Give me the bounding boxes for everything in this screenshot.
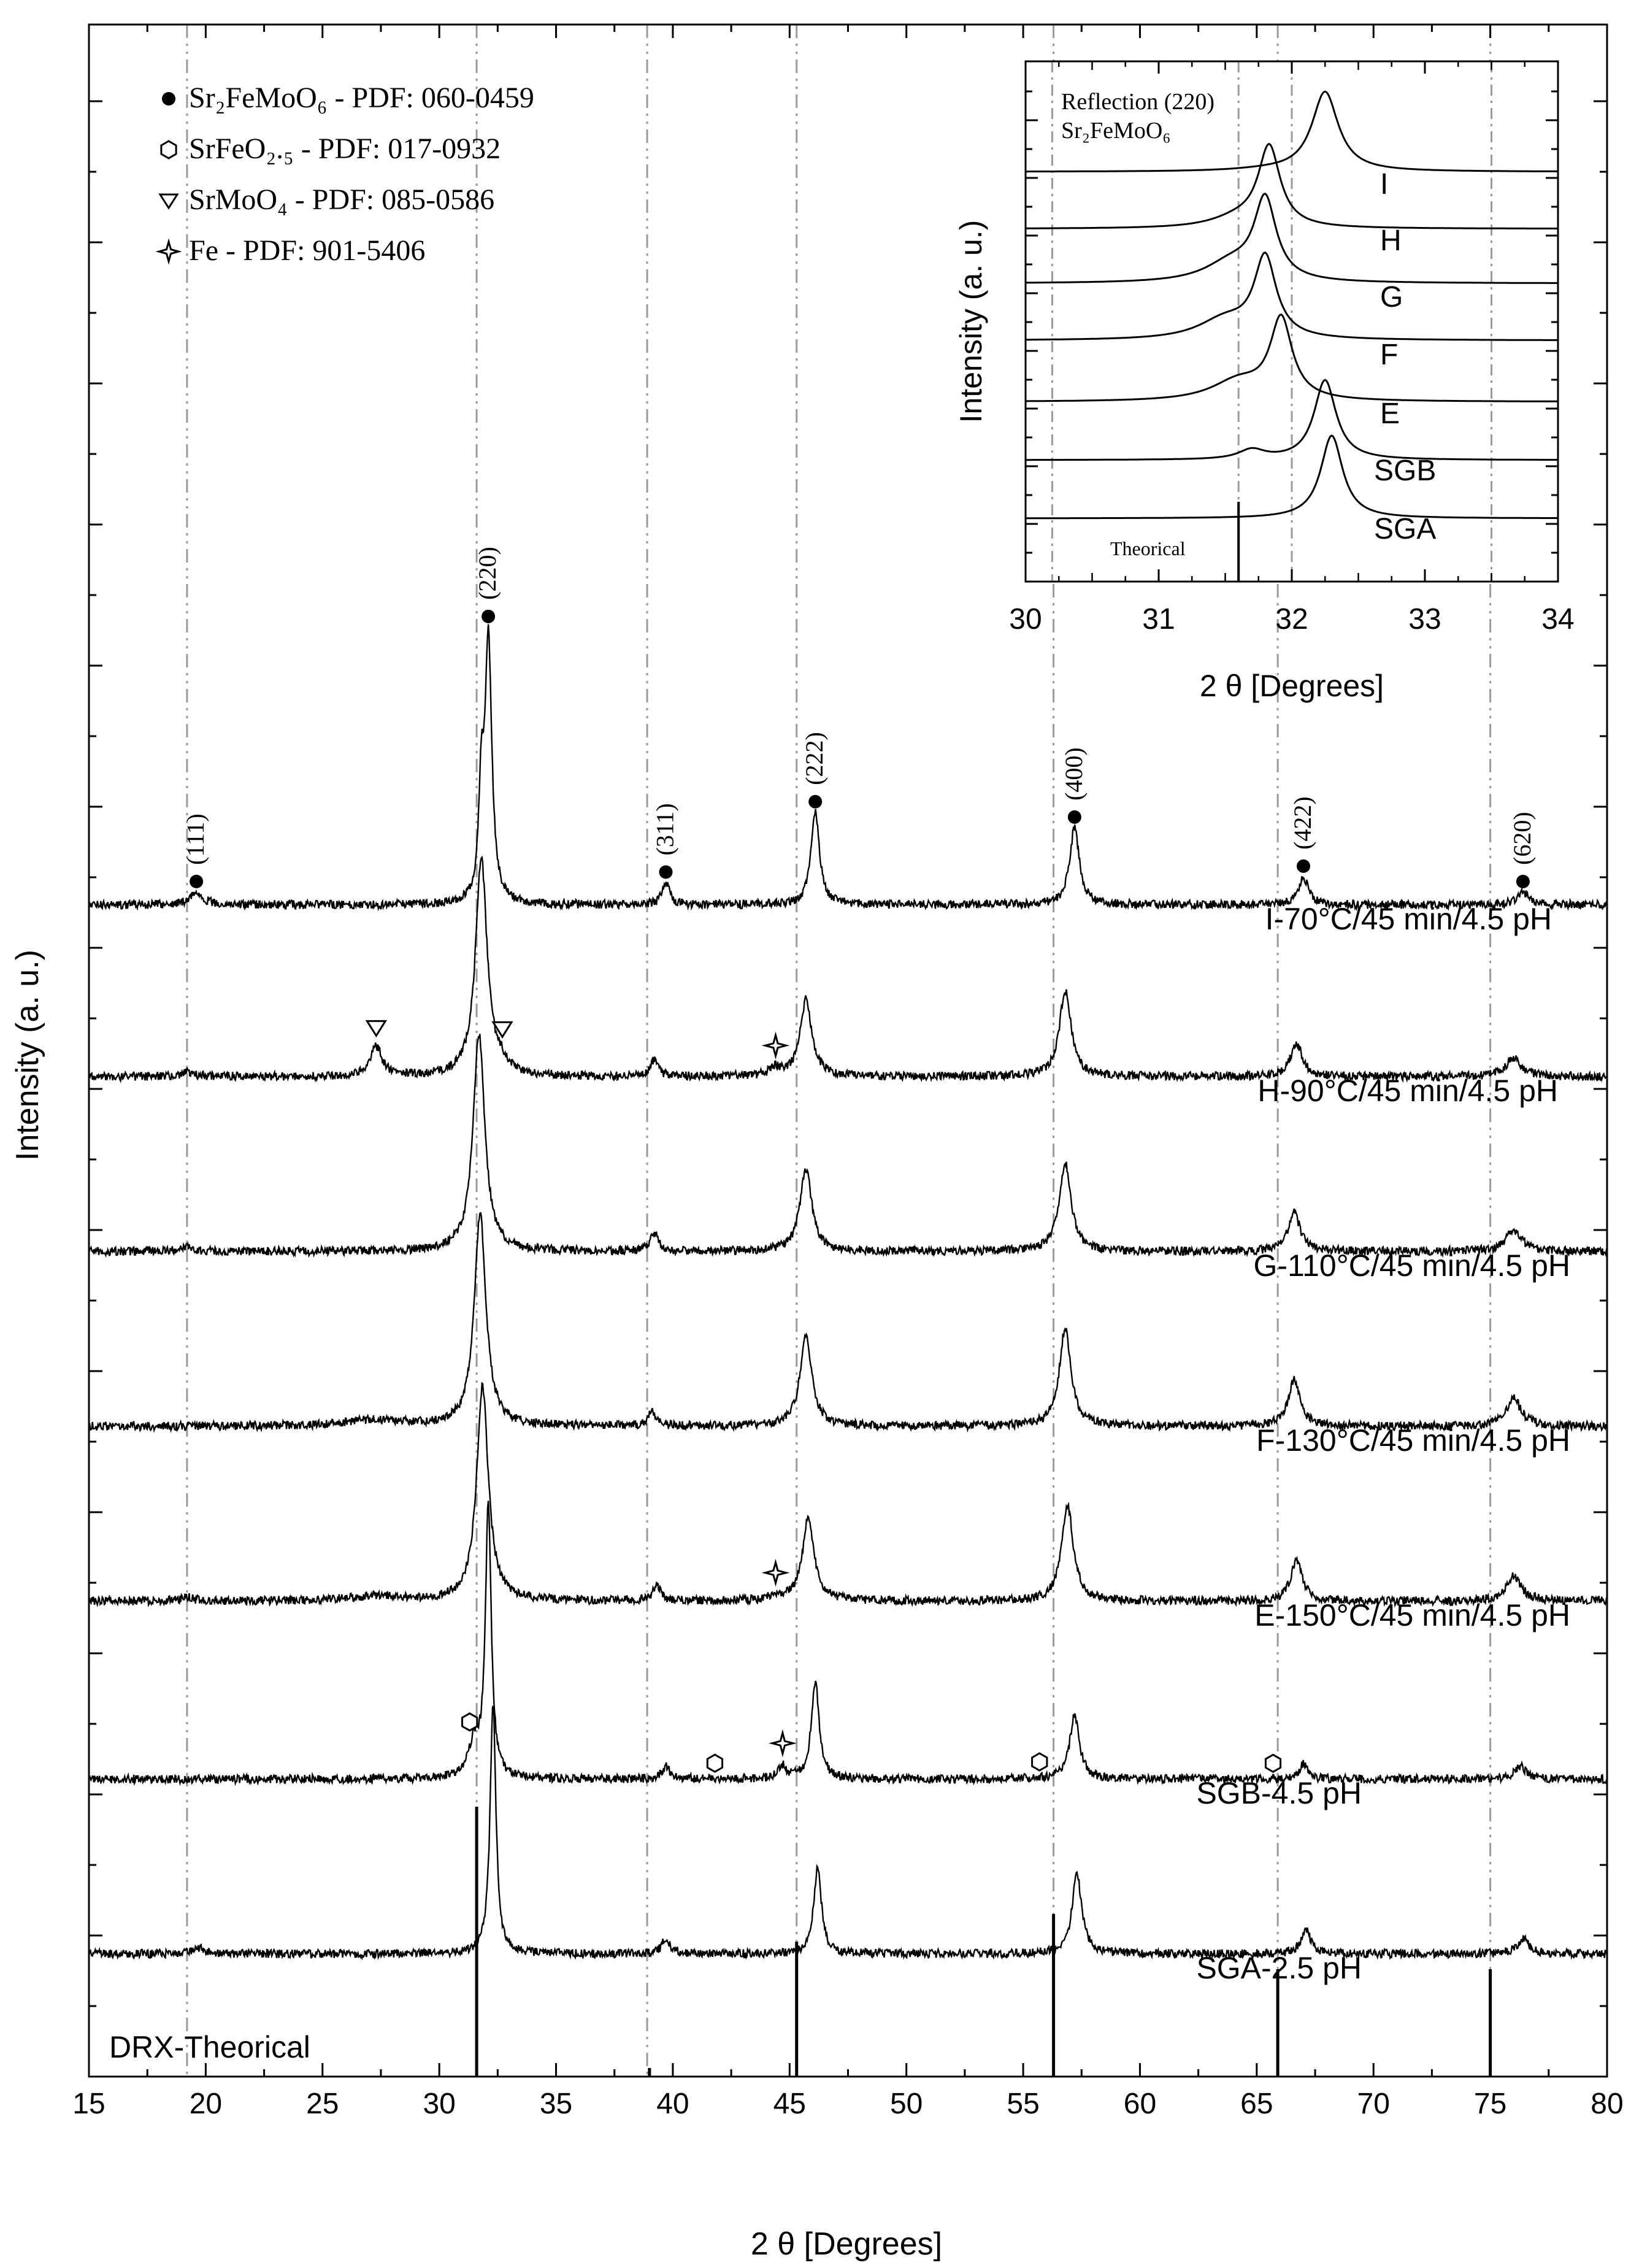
series-label-sga-2-5-ph: SGA-2.5 pH <box>1196 1951 1362 1985</box>
inset-series-label-g: G <box>1380 281 1403 313</box>
theoretical-label: DRX-Theorical <box>109 2030 310 2064</box>
peak-label-620: (620) <box>1508 812 1536 865</box>
x-tick-label-20: 20 <box>189 2088 223 2120</box>
inset-x-tick-label-30: 30 <box>1009 603 1042 636</box>
series-label-f-130-c-45-min-4-5-ph: F-130°C/45 min/4.5 pH <box>1256 1423 1570 1458</box>
x-tick-label-55: 55 <box>1007 2088 1040 2120</box>
x-tick-label-35: 35 <box>539 2088 573 2120</box>
main-x-axis-label: 2 θ [Degrees] <box>750 2226 943 2262</box>
legend-entry-0: Sr₂FeMoO₆ - PDF: 060-0459 <box>189 82 534 114</box>
srfeo25-marker-2 <box>1032 1753 1047 1770</box>
sr2femoo6-marker-0 <box>190 875 203 888</box>
inset-x-tick-label-33: 33 <box>1408 603 1441 636</box>
series-label-sgb-4-5-ph: SGB-4.5 pH <box>1196 1776 1362 1810</box>
inset-title-line-1: Reflection (220) <box>1061 89 1215 115</box>
sr2femoo6-marker-2 <box>659 866 673 879</box>
inset-series-label-e: E <box>1380 398 1400 430</box>
peak-label-220: (220) <box>474 547 502 600</box>
inset-x-axis-label: 2 θ [Degrees] <box>1199 669 1384 703</box>
series-label-i-70-c-45-min-4-5-ph: I-70°C/45 min/4.5 pH <box>1265 902 1552 936</box>
inset-x-tick-label-34: 34 <box>1541 603 1575 636</box>
inset-series-label-sgb: SGB <box>1374 455 1437 487</box>
inset-x-tick-label-31: 31 <box>1142 603 1175 636</box>
legend-entry-2: SrMoO₄ - PDF: 085-0586 <box>189 183 495 216</box>
srfeo25-marker-1 <box>707 1755 722 1772</box>
inset-series-label-f: F <box>1380 339 1399 371</box>
sr2femoo6-marker-3 <box>808 795 822 809</box>
sr2femoo6-marker-6 <box>1516 875 1530 888</box>
peak-label-422: (422) <box>1289 796 1316 850</box>
x-tick-label-65: 65 <box>1240 2088 1273 2120</box>
inset-series-label-i: I <box>1380 168 1389 201</box>
peak-label-400: (400) <box>1059 747 1088 801</box>
series-label-h-90-c-45-min-4-5-ph: H-90°C/45 min/4.5 pH <box>1257 1074 1558 1108</box>
legend-entry-3: Fe - PDF: 901-5406 <box>189 234 426 267</box>
inset-y-axis-label: Intensity (a. u.) <box>954 220 988 423</box>
legend-symbol-filled-circle <box>162 92 175 106</box>
x-tick-label-40: 40 <box>656 2088 689 2120</box>
peak-label-222: (222) <box>800 732 829 785</box>
series-label-g-110-c-45-min-4-5-ph: G-110°C/45 min/4.5 pH <box>1253 1248 1570 1283</box>
x-tick-label-50: 50 <box>889 2088 923 2120</box>
sr2femoo6-marker-4 <box>1068 810 1081 824</box>
x-tick-label-15: 15 <box>72 2088 106 2120</box>
legend-entry-1: SrFeO₂.₅ - PDF: 017-0932 <box>189 133 501 165</box>
peak-label-111: (111) <box>182 813 210 865</box>
inset-theoretical-label: Theorical <box>1110 537 1186 559</box>
inset-series-label-h: H <box>1380 225 1402 257</box>
series-label-e-150-c-45-min-4-5-ph: E-150°C/45 min/4.5 pH <box>1254 1598 1570 1632</box>
x-tick-label-30: 30 <box>423 2088 456 2120</box>
x-tick-label-25: 25 <box>306 2088 339 2120</box>
inset-title-line-2: Sr₂FeMoO₆ <box>1061 118 1171 144</box>
inset-x-tick-label-32: 32 <box>1275 603 1308 636</box>
x-tick-label-80: 80 <box>1591 2088 1624 2120</box>
main-y-axis-label: Intensity (a. u.) <box>10 950 45 1161</box>
x-tick-label-60: 60 <box>1123 2088 1157 2120</box>
srfeo25-marker-0 <box>462 1713 477 1731</box>
sr2femoo6-marker-1 <box>482 610 495 623</box>
x-tick-label-75: 75 <box>1473 2088 1507 2120</box>
x-tick-label-70: 70 <box>1357 2088 1390 2120</box>
legend-symbol-open-hexagon <box>161 141 176 158</box>
srfeo25-marker-3 <box>1265 1755 1280 1772</box>
inset-series-label-sga: SGA <box>1374 513 1437 545</box>
peak-label-311: (311) <box>651 803 679 856</box>
sr2femoo6-marker-5 <box>1297 859 1310 873</box>
x-tick-label-45: 45 <box>773 2088 807 2120</box>
